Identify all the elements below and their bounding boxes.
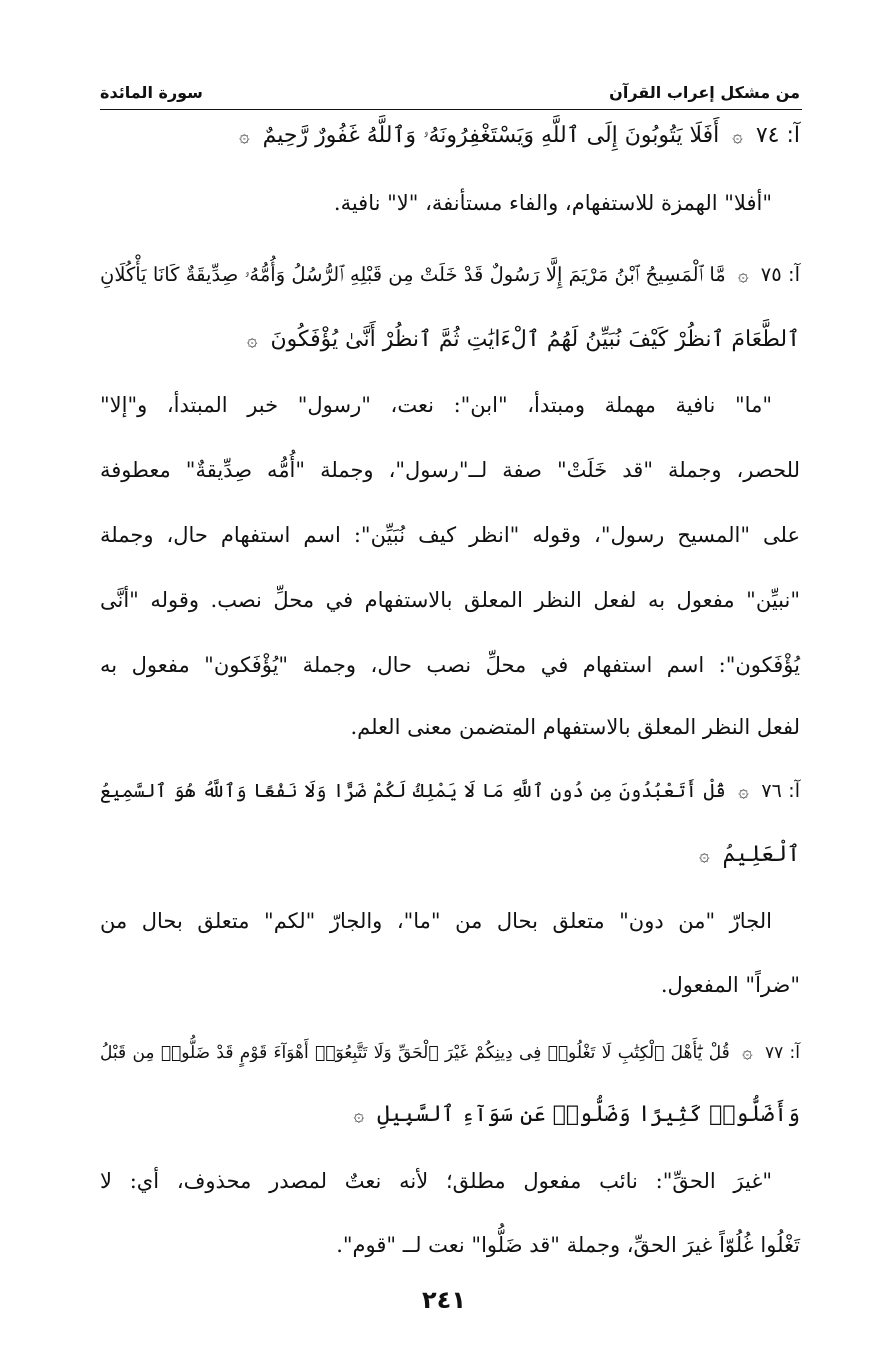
verse-open-ornament-icon: ۞	[738, 781, 749, 802]
verse-74-line-1	[100, 121, 800, 152]
verse-ref: آ: ٧٥	[760, 263, 800, 286]
commentary-75-line-4: "نبيِّن" مفعول به لفعل النظر المعلق بالاستفهام في محلِّ نصب. وقوله "أنَّى	[100, 588, 800, 612]
verse-text: قُلْ يَٰٓأَهْلَ ٱلْكِتَٰبِ لَا تَغْلُوا۟ فِى دِينِكُمْ غَيْرَ ٱلْحَقِّ وَلَا تَتَّبِعُوٓا۟ أَهْوَآءَ قَوْمٍ قَدْ ضَلُّوا۟ مِن قَبْلُ	[100, 1043, 730, 1063]
verse-77-line-1	[100, 1038, 800, 1068]
verse-close-ornament-icon: ۞	[353, 1105, 365, 1126]
verse-text: وَأَضَلُّوا۟ كَثِيرًا وَضَلُّوا۟ عَن سَوَآءِ ٱلسَّبِيلِ	[377, 1102, 800, 1127]
surah-name: سورة المائدة	[100, 82, 203, 102]
verse-text: مَّا ٱلْمَسِيحُ ٱبْنُ مَرْيَمَ إِلَّا رَسُولٌ قَدْ خَلَتْ مِن قَبْلِهِ ٱلرُّسُلُ وَأُمُّهُۥ صِدِّيقَةٌ كَانَا يَأْكُلَانِ	[100, 263, 726, 286]
verse-text: قُلْ أَتَعْبُدُونَ مِن دُونِ ٱللَّهِ مَا لَا يَمْلِكُ لَكُمْ ضَرًّا وَلَا نَفْعًا وَٱللَّهُ هُوَ ٱلسَّمِيعُ	[100, 780, 726, 802]
verse-75-line-1	[100, 260, 800, 291]
commentary-76-line-1: الجارّ "من دون" متعلق بحال من "ما"، والجارّ "لكم" متعلق بحال من	[100, 909, 772, 933]
commentary-75-line-2: للحصر، وجملة "قد خَلَتْ" صفة لــ"رسول"، وجملة "أُمُّه صِدِّيقةٌ" معطوفة	[100, 458, 800, 482]
book-title: من مشكل إعراب القرآن	[609, 82, 800, 102]
commentary-77-line-1: "غيرَ الحقِّ": نائب مفعول مطلق؛ لأنه نعتٌ لمصدر محذوف، أي: لا	[100, 1169, 772, 1193]
verse-open-ornament-icon: ۞	[737, 265, 749, 286]
verse-open-ornament-icon: ۞	[742, 1042, 753, 1063]
verse-ref: آ: ٧٧	[764, 1043, 800, 1063]
verse-76-line-1	[100, 776, 800, 807]
verse-close-ornament-icon: ۞	[239, 126, 250, 147]
verse-close-ornament-icon: ۞	[246, 330, 258, 351]
page-number: ٢٤١	[422, 1286, 466, 1314]
verse-ref: آ: ٧٤	[755, 123, 800, 148]
verse-77-line-2	[100, 1100, 800, 1131]
verse-close-ornament-icon: ۞	[699, 845, 710, 866]
commentary-75-line-6: لفعل النظر المعلق بالاستفهام المتضمن معنى العلم.	[350, 715, 800, 739]
verse-ref: آ: ٧٦	[761, 780, 800, 802]
verse-text: ٱلْعَلِيمُ	[722, 842, 800, 867]
verse-text: أَفَلَا يَتُوبُونَ إِلَى ٱللَّهِ وَيَسْتَغْفِرُونَهُۥ وَٱللَّهُ غَفُورٌ رَّحِيمٌ	[262, 123, 720, 148]
verse-text: ٱلطَّعَامَ ٱنظُرْ كَيْفَ نُبَيِّنُ لَهُمُ ٱلْءَايَٰتِ ثُمَّ ٱنظُرْ أَنَّىٰ يُؤْفَكُونَ	[270, 327, 800, 352]
commentary-75-line-5: يُؤْفَكون": اسم استفهام في محلِّ نصب حال، وجملة "يُؤْفَكون" مفعول به	[100, 653, 800, 677]
running-header	[100, 80, 800, 104]
commentary-76-line-2: "ضراً" المفعول.	[660, 973, 800, 997]
header-divider	[100, 109, 802, 110]
verse-open-ornament-icon: ۞	[732, 126, 743, 147]
commentary-75-line-1: "ما" نافية مهملة ومبتدأ، "ابن": نعت، "رسول" خبر المبتدأ، و"إلا"	[100, 393, 772, 417]
commentary-74-line-1: "أفلا" الهمزة للاستفهام، والفاء مستأنفة، "لا" نافية.	[333, 191, 772, 215]
verse-76-line-2	[100, 840, 800, 871]
verse-75-line-2	[100, 325, 800, 356]
commentary-77-line-2: تَغْلُوا غُلُوّاً غيرَ الحقِّ، وجملة "قد ضَلُّوا" نعت لــ "قوم".	[336, 1233, 800, 1257]
commentary-75-line-3: على "المسيح رسول"، وقوله "انظر كيف نُبَيِّن": اسم استفهام حال، وجملة	[100, 523, 800, 547]
